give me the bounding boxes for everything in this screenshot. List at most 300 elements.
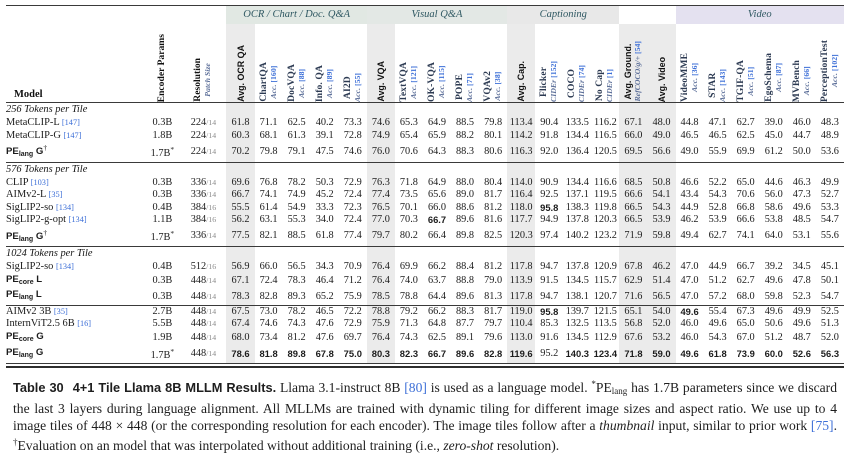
metric-cell: 72.4 <box>339 214 367 227</box>
section-filler-cell <box>816 247 844 262</box>
model-name-part: SigLIP2-so <box>6 261 56 272</box>
rotated-header-label <box>343 73 363 102</box>
column-metric: Acc. [38] <box>493 71 503 102</box>
section-filler-cell <box>423 162 451 177</box>
metric-cell: 53.9 <box>704 214 732 227</box>
metric-cell: 49.0 <box>676 142 704 162</box>
metric-cell: 72.8 <box>339 130 367 143</box>
citation-ref[interactable]: [147] <box>62 118 80 127</box>
section-filler-cell <box>760 247 788 262</box>
metric-cell: 54.0 <box>647 305 675 318</box>
metric-cell: 66.7 <box>226 189 254 202</box>
metric-cell: 66.5 <box>619 202 647 215</box>
column-header <box>395 24 423 103</box>
metric-cell: 46.4 <box>311 274 339 290</box>
citation-ref[interactable]: [35] <box>49 190 63 199</box>
metric-cell: 81.7 <box>479 305 507 318</box>
metric-cell: 54.3 <box>647 202 675 215</box>
model-name-part: L <box>34 274 43 285</box>
resolution-cell: 448/14 <box>180 346 226 363</box>
metric-cell: 72.9 <box>339 177 367 190</box>
metric-cell: 82.1 <box>255 227 283 247</box>
metric-cell: 57.2 <box>704 289 732 305</box>
column-title: TGIF-QA <box>736 60 746 102</box>
section-filler-cell <box>563 247 591 262</box>
encoder-params-cell: 1.1B <box>144 214 180 227</box>
model-name-part: MetaCLIP-L <box>6 117 62 128</box>
metric-cell: 134.4 <box>563 177 591 190</box>
table-row <box>6 289 844 305</box>
model-name-part: G <box>33 347 43 358</box>
metric-cell: 66.7 <box>732 261 760 274</box>
metric-cell: 94.7 <box>535 261 563 274</box>
metric-cell: 49.6 <box>760 274 788 290</box>
model-name-part: L <box>33 289 42 300</box>
caption-text-part: . <box>834 418 837 433</box>
metric-cell: 115.7 <box>591 274 619 290</box>
metric-cell: 39.1 <box>311 130 339 143</box>
metric-cell: 46.6 <box>676 177 704 190</box>
metric-cell: 119.6 <box>507 346 535 363</box>
metric-cell: 80.6 <box>479 142 507 162</box>
metric-cell: 95.2 <box>535 346 563 363</box>
metric-cell: 73.4 <box>255 331 283 347</box>
metric-cell: 89.3 <box>283 289 311 305</box>
metric-cell: 47.3 <box>788 189 816 202</box>
model-name-part: lang <box>19 352 33 359</box>
caption-text-part: lang <box>612 386 628 396</box>
citation-ref[interactable]: [115] <box>437 66 446 82</box>
column-header <box>619 24 647 103</box>
model-header-label: Model <box>6 89 144 102</box>
metric-cell: 56.5 <box>283 261 311 274</box>
section-filler-cell <box>311 247 339 262</box>
metric-cell: 65.9 <box>423 130 451 143</box>
section-row <box>6 103 844 118</box>
citation-ref[interactable]: [35] <box>54 307 68 316</box>
citation-ref[interactable]: [66] <box>802 66 811 79</box>
rotated-header-label <box>680 53 700 102</box>
metric-cell: 61.3 <box>283 130 311 143</box>
section-filler-cell <box>339 162 367 177</box>
section-filler-cell <box>647 247 675 262</box>
metric-cell: 88.5 <box>283 227 311 247</box>
metric-cell: 74.6 <box>367 117 395 130</box>
metric-cell: 62.5 <box>732 130 760 143</box>
metric-cell: 92.5 <box>535 189 563 202</box>
citation-ref[interactable]: [121] <box>409 66 418 83</box>
model-name-part: PE <box>6 347 19 358</box>
citation-ref[interactable]: [71] <box>465 73 474 86</box>
patch-size: /14 <box>206 307 216 316</box>
section-filler-cell <box>507 103 535 118</box>
section-filler-cell <box>563 103 591 118</box>
metric-cell: 113.4 <box>507 117 535 130</box>
model-name <box>6 346 144 363</box>
column-header <box>144 24 180 103</box>
metric-cell: 116.3 <box>507 142 535 162</box>
metric-cell: 44.7 <box>788 130 816 143</box>
metric-cell: 48.0 <box>647 117 675 130</box>
metric-cell: 50.8 <box>647 177 675 190</box>
rotated-header-label <box>539 61 559 102</box>
metric-cell: 79.7 <box>479 318 507 331</box>
metric-cell: 54.9 <box>283 202 311 215</box>
section-filler-cell <box>283 247 311 262</box>
section-filler-cell <box>451 103 479 118</box>
metric-cell: 49.4 <box>676 227 704 247</box>
column-metric: Acc. [88] <box>297 64 307 102</box>
citation-ref[interactable]: [54] <box>633 41 642 54</box>
metric-cell: 68.0 <box>226 331 254 347</box>
metric-cell: 50.6 <box>760 318 788 331</box>
metric-cell: 82.8 <box>255 289 283 305</box>
metric-cell: 87.7 <box>451 318 479 331</box>
metric-cell: 47.0 <box>676 261 704 274</box>
star-marker: * <box>170 145 174 154</box>
column-metric: Acc. [121] <box>409 62 419 102</box>
section-filler-cell <box>226 247 254 262</box>
table-row <box>6 261 844 274</box>
metric-cell: 49.9 <box>788 305 816 318</box>
table-row <box>6 318 844 331</box>
column-title: VideoMME <box>680 53 690 102</box>
citation-ref[interactable]: [134] <box>56 262 74 271</box>
metric-cell: 91.5 <box>535 274 563 290</box>
metric-cell: 72.4 <box>339 189 367 202</box>
metric-cell: 46.2 <box>647 261 675 274</box>
metric-cell: 48.9 <box>816 130 844 143</box>
metric-cell: 66.2 <box>423 261 451 274</box>
table-row <box>6 177 844 190</box>
model-name <box>6 305 144 318</box>
metric-cell: 70.6 <box>732 189 760 202</box>
metric-cell: 53.6 <box>816 142 844 162</box>
metric-cell: 43.4 <box>676 189 704 202</box>
metric-cell: 60.3 <box>226 130 254 143</box>
section-filler-cell <box>816 103 844 118</box>
citation-ref[interactable]: [87] <box>774 63 783 76</box>
metric-cell: 113.9 <box>507 274 535 290</box>
metric-cell: 79.2 <box>395 305 423 318</box>
metric-cell: 134.5 <box>563 274 591 290</box>
section-filler-cell <box>535 162 563 177</box>
section-filler-cell <box>311 162 339 177</box>
metric-cell: 78.6 <box>226 346 254 363</box>
metric-cell: 52.2 <box>704 177 732 190</box>
resolution-cell: 224/14 <box>180 142 226 162</box>
column-title: Avg. Video <box>657 57 667 102</box>
metric-cell: 123.2 <box>591 227 619 247</box>
resolution-cell: 448/14 <box>180 289 226 305</box>
citation-ref[interactable]: [55] <box>353 73 362 86</box>
metric-cell: 89.8 <box>451 227 479 247</box>
metric-cell: 81.8 <box>255 346 283 363</box>
model-name-part: PE <box>6 146 19 157</box>
metric-cell: 45.1 <box>816 261 844 274</box>
metric-cell: 73.9 <box>732 346 760 363</box>
column-title: Info. QA <box>315 65 325 102</box>
metric-cell: 66.5 <box>619 214 647 227</box>
metric-cell: 65.0 <box>732 318 760 331</box>
model-name <box>6 214 144 227</box>
column-header <box>367 24 395 103</box>
caption-text-part: thumbnail <box>599 418 654 433</box>
rotated-header-label <box>315 65 335 102</box>
section-filler-cell <box>367 247 395 262</box>
section-filler-cell <box>283 162 311 177</box>
patch-size: /14 <box>206 147 216 156</box>
column-title: No Cap <box>595 69 605 102</box>
metric-cell: 47.1 <box>704 117 732 130</box>
metric-cell: 67.5 <box>226 305 254 318</box>
citation-ref[interactable]: [143] <box>718 69 727 86</box>
metric-cell: 39.0 <box>760 117 788 130</box>
caption-text-part: 4+1 Tile Llama 8B MLLM Results. <box>73 380 276 395</box>
metric-cell: 56.2 <box>226 214 254 227</box>
column-title: TextVQA <box>399 62 409 102</box>
encoder-params-cell: 0.3B <box>144 177 180 190</box>
mllm-results-table <box>6 5 844 364</box>
metric-cell: 49.9 <box>816 177 844 190</box>
column-header <box>676 24 704 103</box>
metric-cell: 78.5 <box>367 289 395 305</box>
patch-size: /16 <box>206 203 216 212</box>
resolution-cell: 336/14 <box>180 189 226 202</box>
section-filler-cell <box>788 247 816 262</box>
metric-cell: 67.1 <box>226 274 254 290</box>
citation-ref[interactable]: [88] <box>297 69 306 82</box>
metric-cell: 72.9 <box>339 318 367 331</box>
metric-cell: 117.7 <box>507 214 535 227</box>
metric-cell: 77.4 <box>367 189 395 202</box>
metric-cell: 39.2 <box>760 261 788 274</box>
metric-cell: 67.0 <box>732 331 760 347</box>
caption-text-part: has 1.7B parameters since we discard the last 3 layers during language alignment. All MLLMs are trained with dynamic tiling for different image sizes and aspect ratio. We use up to 4 image tiles of 448 × 448 (or the corresponding resolution for each encoder). The image tiles follow after a <box>13 380 837 433</box>
column-group <box>676 6 844 25</box>
metric-cell: 71.9 <box>619 227 647 247</box>
metric-cell: 47.6 <box>311 318 339 331</box>
caption-text-part: Table 30 <box>13 380 64 395</box>
citation-ref[interactable]: [89] <box>325 69 334 82</box>
metric-cell: 55.4 <box>704 305 732 318</box>
citation-ref[interactable]: [36] <box>690 63 699 76</box>
metric-cell: 66.8 <box>732 202 760 215</box>
metric-cell: 68.5 <box>619 177 647 190</box>
metric-cell: 56.0 <box>760 189 788 202</box>
metric-cell: 53.2 <box>647 331 675 347</box>
metric-cell: 71.2 <box>339 274 367 290</box>
metric-cell: 61.8 <box>226 117 254 130</box>
section-filler-cell <box>760 162 788 177</box>
resolution-cell: 448/14 <box>180 274 226 290</box>
metric-cell: 119.5 <box>591 189 619 202</box>
metric-cell: 116.5 <box>591 130 619 143</box>
column-title: DocVQA <box>287 64 297 102</box>
metric-cell: 44.9 <box>676 202 704 215</box>
model-name <box>6 261 144 274</box>
column-header <box>816 24 844 103</box>
model-name-part: † <box>43 228 47 237</box>
model-name-part: CLIP <box>6 177 31 188</box>
rotated-header-label <box>455 73 475 102</box>
column-title: Avg. OCR QA <box>236 45 246 102</box>
encoder-params-cell: 1.9B <box>144 331 180 347</box>
citation-ref[interactable]: [38] <box>493 72 502 85</box>
column-header <box>563 24 591 103</box>
metric-cell: 137.1 <box>563 189 591 202</box>
rotated-header-label <box>657 57 667 102</box>
model-name-part: SigLIP2-so <box>6 202 56 213</box>
metric-cell: 80.3 <box>367 346 395 363</box>
column-title: ChartQA <box>259 62 269 102</box>
table-row <box>6 130 844 143</box>
metric-cell: 71.6 <box>619 289 647 305</box>
metric-cell: 46.2 <box>676 214 704 227</box>
rotated-header-label <box>820 40 840 102</box>
metric-cell: 77.4 <box>339 227 367 247</box>
model-name <box>6 142 144 162</box>
metric-cell: 79.7 <box>367 227 395 247</box>
caption-text-part: input, similar to prior work <box>654 418 811 433</box>
metric-cell: 74.1 <box>255 189 283 202</box>
metric-cell: 74.3 <box>395 331 423 347</box>
metric-cell: 66.6 <box>619 189 647 202</box>
citation-ref[interactable]: [74] <box>577 65 586 78</box>
metric-cell: 47.0 <box>676 289 704 305</box>
metric-cell: 64.4 <box>423 289 451 305</box>
metric-cell: 73.5 <box>395 189 423 202</box>
metric-cell: 46.5 <box>704 130 732 143</box>
metric-cell: 52.5 <box>816 305 844 318</box>
citation-ref[interactable]: [134] <box>69 215 87 224</box>
metric-cell: 40.2 <box>311 117 339 130</box>
rotated-header-label <box>193 58 213 102</box>
metric-cell: 66.0 <box>619 130 647 143</box>
model-name-part: MetaCLIP-G <box>6 130 63 141</box>
citation-ref[interactable]: [103] <box>31 178 49 187</box>
column-header <box>479 24 507 103</box>
metric-cell: 62.7 <box>704 227 732 247</box>
section-title: 256 Tokens per Tile <box>6 103 226 118</box>
citation-ref[interactable]: [51] <box>746 67 755 80</box>
metric-cell: 120.3 <box>591 214 619 227</box>
metric-cell: 46.5 <box>676 130 704 143</box>
metric-cell: 114.2 <box>507 130 535 143</box>
star-marker: * <box>170 347 174 356</box>
rotated-header-label <box>567 65 587 102</box>
section-filler-cell <box>507 162 535 177</box>
metric-cell: 89.6 <box>451 346 479 363</box>
citation-ref[interactable]: [102] <box>830 54 839 71</box>
rotated-header-label <box>399 62 419 102</box>
section-filler-cell <box>591 103 619 118</box>
column-header <box>535 24 563 103</box>
model-name <box>6 274 144 290</box>
rotated-header-label <box>483 71 503 102</box>
metric-cell: 54.7 <box>816 214 844 227</box>
metric-cell: 44.6 <box>760 177 788 190</box>
column-group <box>507 6 619 25</box>
citation-ref[interactable]: [147] <box>63 131 81 140</box>
section-filler-cell <box>339 247 367 262</box>
column-metric: Acc. [160] <box>269 62 279 102</box>
section-filler-cell <box>619 103 647 118</box>
section-filler-cell <box>479 162 507 177</box>
table-caption <box>13 376 837 454</box>
column-title: Avg. VQA <box>376 61 386 102</box>
metric-cell: 81.2 <box>479 261 507 274</box>
resolution-cell: 224/14 <box>180 130 226 143</box>
column-header <box>732 24 760 103</box>
metric-cell: 64.3 <box>423 142 451 162</box>
metric-cell: 140.2 <box>563 227 591 247</box>
metric-cell: 138.3 <box>563 202 591 215</box>
metric-cell: 97.4 <box>535 227 563 247</box>
metric-cell: 71.8 <box>619 346 647 363</box>
metric-cell: 34.0 <box>311 214 339 227</box>
section-filler-cell <box>479 103 507 118</box>
resolution-cell: 448/14 <box>180 305 226 318</box>
column-group-label: Video <box>676 6 844 24</box>
column-title: Encoder Params <box>157 34 167 102</box>
citation-ref[interactable]: [80] <box>404 380 427 395</box>
metric-cell: 46.3 <box>788 177 816 190</box>
patch-size: /14 <box>206 190 216 199</box>
citation-ref[interactable]: [16] <box>77 319 91 328</box>
model-name-part: AIMv2 3B <box>6 306 54 317</box>
caption-text-part: † <box>13 437 18 447</box>
section-filler-cell <box>704 103 732 118</box>
encoder-params-cell: 0.3B <box>144 117 180 130</box>
section-filler-cell <box>704 247 732 262</box>
metric-cell: 50.1 <box>816 274 844 290</box>
metric-cell: 90.9 <box>535 177 563 190</box>
metric-cell: 120.9 <box>591 261 619 274</box>
citation-ref[interactable]: [1] <box>605 69 614 78</box>
metric-cell: 52.7 <box>816 189 844 202</box>
metric-cell: 49.6 <box>760 305 788 318</box>
encoder-params-cell: 0.4B <box>144 261 180 274</box>
section-filler-cell <box>535 247 563 262</box>
metric-cell: 139.7 <box>563 305 591 318</box>
rotated-header-label <box>792 60 812 102</box>
metric-cell: 132.5 <box>563 318 591 331</box>
section-filler-cell <box>395 247 423 262</box>
patch-size: /14 <box>206 231 216 240</box>
metric-cell: 120.3 <box>507 227 535 247</box>
metric-cell: 73.0 <box>255 305 283 318</box>
metric-cell: 54.3 <box>704 189 732 202</box>
section-filler-cell <box>535 103 563 118</box>
citation-ref[interactable]: [160] <box>269 66 278 83</box>
citation-ref[interactable]: [152] <box>549 61 558 78</box>
metric-cell: 49.6 <box>788 202 816 215</box>
column-group-label: OCR / Chart / Doc. Q&A <box>226 6 366 24</box>
citation-ref[interactable]: [134] <box>56 203 74 212</box>
metric-cell: 66.0 <box>255 261 283 274</box>
column-metric: RefCOCO/g/+ [54] <box>633 41 643 102</box>
section-filler-cell <box>311 103 339 118</box>
metric-cell: 66.0 <box>423 202 451 215</box>
resolution-cell: 448/14 <box>180 331 226 347</box>
metric-cell: 67.1 <box>619 117 647 130</box>
metric-cell: 78.8 <box>367 305 395 318</box>
metric-cell: 66.4 <box>423 227 451 247</box>
metric-cell: 53.1 <box>788 227 816 247</box>
citation-ref[interactable]: [75] <box>811 418 834 433</box>
model-name <box>6 130 144 143</box>
